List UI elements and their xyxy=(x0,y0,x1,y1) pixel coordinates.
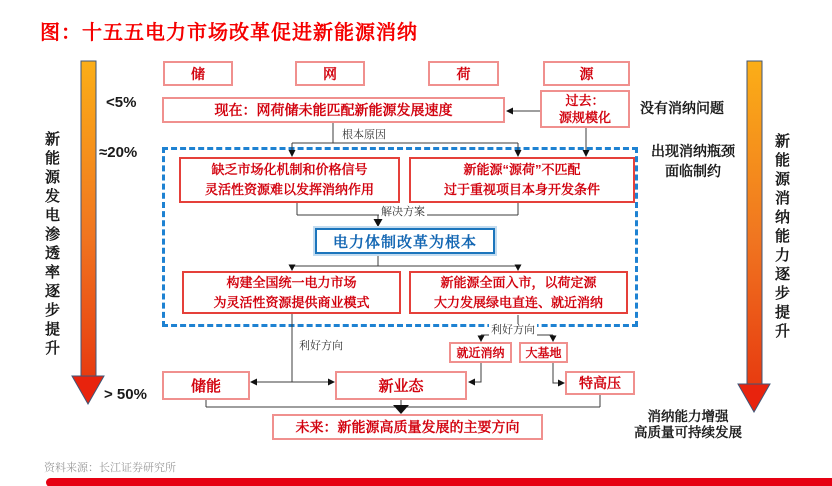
tick-over-50pct: > 50% xyxy=(104,386,147,403)
note-bottleneck-line1: 出现消纳瓶颈 xyxy=(651,143,735,159)
node-cause-market-line1: 缺乏市场化机制和价格信号 xyxy=(211,162,368,177)
node-past-line2: 源规模化 xyxy=(558,110,611,125)
note-bottleneck-line2: 面临制约 xyxy=(665,163,721,179)
node-core-reform xyxy=(315,228,495,254)
penetration-gradient-arrow xyxy=(70,60,106,408)
node-cause-mismatch xyxy=(409,157,635,203)
node-core-reform-label: 电力体制改革为根本 xyxy=(332,233,477,251)
node-source-label: 源 xyxy=(579,65,594,82)
node-large-base-label: 大基地 xyxy=(525,346,562,360)
edge-label-benefit-left: 利好方向 xyxy=(299,340,343,352)
node-energy-storage xyxy=(162,371,250,400)
tick-approx-20pct: ≈20% xyxy=(99,144,138,161)
node-solution-market-line2: 为灵活性资源提供商业模式 xyxy=(213,294,370,310)
node-load-label: 荷 xyxy=(456,65,471,82)
note-enhanced-line1: 消纳能力增强 xyxy=(647,409,729,424)
node-solution-market xyxy=(182,271,401,314)
node-load xyxy=(428,61,499,86)
node-storage xyxy=(163,61,233,86)
node-cause-market xyxy=(179,157,400,203)
page-title: 图：十五五电力市场改革促进新能源消纳 xyxy=(40,22,418,44)
node-storage-label: 储 xyxy=(191,65,205,82)
node-cause-mismatch-line2: 过于重视项目本身开发条件 xyxy=(443,182,600,197)
left-axis-label: 新能源发电渗透率逐步提升 xyxy=(43,131,60,359)
note-enhanced xyxy=(612,409,764,441)
right-axis-label: 新能源消纳能力逐步提升 xyxy=(773,133,790,342)
node-solution-entry-line2: 大力发展绿电直连、就近消纳 xyxy=(433,294,603,310)
edge-label-benefit-right: 利好方向 xyxy=(491,324,535,336)
tick-under-5pct: <5% xyxy=(106,94,137,111)
node-grid xyxy=(295,61,365,86)
node-uhv-label: 特高压 xyxy=(579,375,621,391)
node-solution-entry xyxy=(409,271,628,314)
node-now xyxy=(162,97,505,123)
node-past xyxy=(540,90,630,128)
absorption-gradient-arrow xyxy=(736,60,772,416)
node-solution-market-line1: 构建全国统一电力市场 xyxy=(226,274,357,290)
node-energy-storage-label: 储能 xyxy=(190,378,221,395)
note-bottleneck xyxy=(641,141,745,181)
node-now-label: 现在：网荷储未能匹配新能源发展速度 xyxy=(214,102,453,118)
footer-red-bar xyxy=(46,478,832,486)
node-future xyxy=(272,414,543,440)
node-solution-entry-line1: 新能源全面入市，以荷定源 xyxy=(440,274,597,290)
node-cause-market-line2: 灵活性资源难以发挥消纳作用 xyxy=(204,182,374,197)
edge-label-root-cause: 根本原因 xyxy=(342,129,386,141)
node-source xyxy=(543,61,630,86)
node-future-label: 未来：新能源高质量发展的主要方向 xyxy=(295,419,520,435)
node-cause-mismatch-line1: 新能源“源荷”不匹配 xyxy=(463,162,581,177)
source-note: 资料来源：长江证券研究所 xyxy=(44,462,176,474)
node-new-business xyxy=(335,371,467,400)
node-nearby-consumption-label: 就近消纳 xyxy=(456,346,505,360)
note-enhanced-line2: 高质量可持续发展 xyxy=(634,425,742,440)
node-nearby-consumption xyxy=(449,342,512,363)
node-grid-label: 网 xyxy=(323,65,337,82)
node-new-business-label: 新业态 xyxy=(378,378,424,395)
node-past-line1: 过去： xyxy=(565,93,605,108)
note-no-problem: 没有消纳问题 xyxy=(640,100,724,116)
edge-label-solution: 解决方案 xyxy=(381,206,425,218)
node-large-base xyxy=(519,342,568,363)
node-uhv xyxy=(565,371,635,395)
